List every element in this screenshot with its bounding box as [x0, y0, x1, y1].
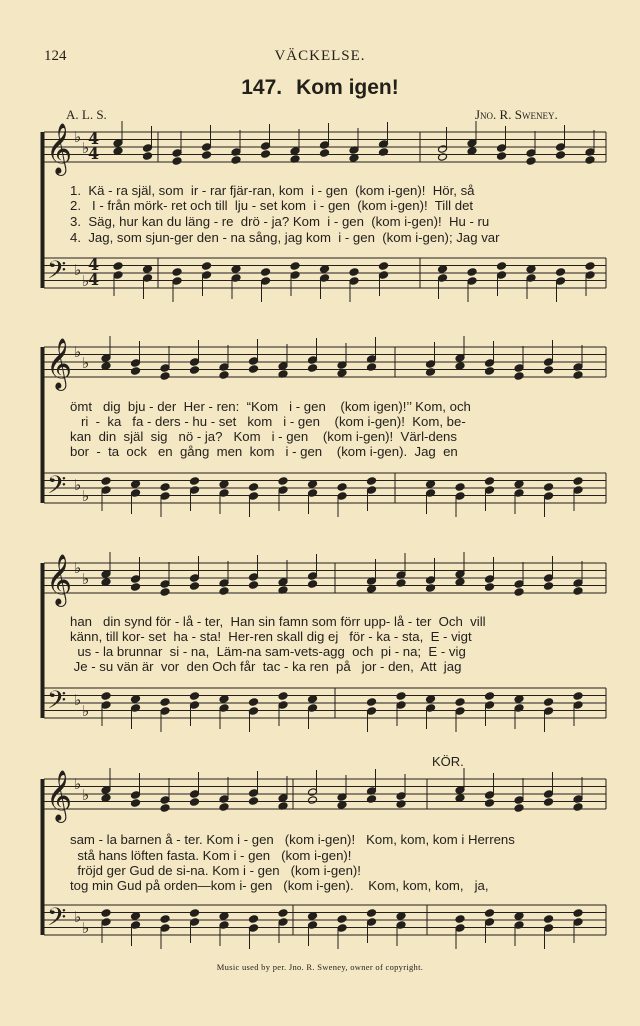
note-head — [367, 486, 377, 495]
note-head — [202, 271, 212, 280]
note-head — [160, 796, 170, 805]
note-head — [249, 797, 259, 806]
note-head — [426, 360, 436, 369]
note-head — [514, 372, 524, 381]
note-head — [143, 265, 153, 274]
note-head — [278, 578, 288, 587]
bass-clef: 𝄢 — [47, 686, 67, 721]
note-head — [249, 573, 259, 582]
chorus-label: KÖR. — [432, 754, 464, 769]
note-head — [160, 698, 170, 707]
note-head — [367, 585, 377, 594]
note-head — [308, 572, 318, 581]
note-head — [131, 575, 141, 584]
note-head — [278, 692, 288, 701]
note-head — [278, 486, 288, 495]
flat-sign: ♭ — [82, 139, 90, 157]
bass-clef: 𝄢 — [47, 471, 67, 506]
note-head — [485, 575, 495, 584]
note-head — [514, 580, 524, 589]
note-head — [131, 695, 141, 704]
treble-clef: 𝄞 — [46, 554, 73, 605]
note-head — [573, 918, 583, 927]
note-head — [278, 909, 288, 918]
note-head — [455, 362, 465, 371]
note-head — [544, 790, 554, 799]
note-head — [556, 151, 566, 160]
note-head — [249, 698, 259, 707]
flat-sign: ♭ — [82, 786, 90, 804]
note-head — [190, 574, 200, 583]
note-head — [526, 157, 536, 166]
note-head — [485, 701, 495, 710]
note-head — [190, 790, 200, 799]
note-head — [308, 356, 318, 365]
lyric-line: 4. Jag, som sjun-ger den - na sång, jag kom i - gen (kom i-gen); Jag var — [70, 230, 500, 245]
note-head — [485, 486, 495, 495]
note-head — [160, 915, 170, 924]
note-head — [438, 265, 448, 274]
note-head — [455, 354, 465, 363]
note-head — [467, 268, 477, 277]
time-signature: 4 — [88, 255, 100, 274]
note-head — [160, 588, 170, 597]
note-head — [131, 583, 141, 592]
note-head — [573, 477, 583, 486]
treble-clef: 𝄞 — [46, 123, 73, 174]
note-head — [573, 803, 583, 812]
note-head — [514, 796, 524, 805]
note-head — [497, 152, 507, 161]
flat-sign: ♭ — [74, 261, 82, 279]
note-head — [308, 695, 318, 704]
lyric-line: kan din själ sig nö - ja? Kom i - gen (kom i-gen)! Värl-dens — [70, 429, 457, 444]
lyric-line: tog min Gud på orden—kom i- gen (kom i-gen). Kom, kom, kom, ja, — [70, 878, 489, 893]
note-head — [367, 909, 377, 918]
note-head — [219, 803, 229, 812]
flat-sign: ♭ — [74, 343, 82, 361]
note-head — [202, 151, 212, 160]
note-head — [190, 358, 200, 367]
note-head — [101, 486, 111, 495]
note-head — [190, 692, 200, 701]
note-head — [455, 483, 465, 492]
note-head — [219, 695, 229, 704]
note-head — [585, 271, 595, 280]
lyric-line: sam - la barnen å - ter. Kom i - gen (kom i-gen)! Kom, kom, kom i Herrens — [70, 832, 515, 847]
note-head — [131, 367, 141, 376]
note-head — [190, 701, 200, 710]
note-head — [544, 924, 554, 933]
note-head — [485, 477, 495, 486]
note-head — [573, 371, 583, 380]
note-head — [367, 698, 377, 707]
note-head — [190, 918, 200, 927]
note-head — [308, 796, 318, 805]
page-number: 124 — [44, 48, 67, 64]
note-head — [101, 477, 111, 486]
note-head — [231, 156, 241, 165]
note-head — [101, 570, 111, 579]
note-head — [585, 262, 595, 271]
note-head — [573, 909, 583, 918]
note-head — [131, 359, 141, 368]
note-head — [514, 912, 524, 921]
note-head — [514, 364, 524, 373]
note-head — [308, 480, 318, 489]
note-head — [308, 364, 318, 373]
note-head — [278, 362, 288, 371]
note-head — [249, 365, 259, 374]
note-head — [219, 912, 229, 921]
note-head — [455, 915, 465, 924]
note-head — [485, 367, 495, 376]
flat-sign: ♭ — [74, 908, 82, 926]
flat-sign: ♭ — [74, 559, 82, 577]
note-head — [172, 157, 182, 166]
note-head — [202, 262, 212, 271]
note-head — [101, 794, 111, 803]
note-head — [337, 369, 347, 378]
lyric-line: ömt dig bju - der Her - ren: “Kom i - gen (kom igen)!’’ Kom, och — [70, 399, 471, 414]
note-head — [396, 912, 406, 921]
bass-clef: 𝄢 — [47, 903, 67, 938]
note-head — [426, 576, 436, 585]
note-head — [349, 268, 359, 277]
note-head — [101, 578, 111, 587]
note-head — [379, 271, 389, 280]
lyric-line: us - la brunnar si - na, Läm-na sam-vets-agg och pi - na; E - vig — [70, 644, 466, 659]
note-head — [379, 262, 389, 271]
lyric-line: stå hans löften fasta. Kom i - gen (kom i-gen)! — [70, 848, 352, 863]
note-head — [308, 912, 318, 921]
note-head — [337, 924, 347, 933]
note-head — [556, 143, 566, 152]
note-head — [101, 354, 111, 363]
note-head — [497, 262, 507, 271]
note-head — [101, 786, 111, 795]
note-head — [455, 794, 465, 803]
note-head — [573, 692, 583, 701]
note-head — [573, 486, 583, 495]
flat-sign: ♭ — [82, 487, 90, 505]
note-head — [485, 918, 495, 927]
note-head — [497, 144, 507, 153]
note-head — [337, 483, 347, 492]
lyric-line: 1. Kä - ra själ, som ir - rar fjär-ran, kom i - gen (kom i-gen)! Hör, så — [70, 183, 475, 198]
bass-clef: 𝄢 — [47, 256, 67, 291]
note-head — [278, 701, 288, 710]
note-head — [160, 580, 170, 589]
flat-sign: ♭ — [82, 702, 90, 720]
note-head — [160, 924, 170, 933]
note-head — [278, 918, 288, 927]
note-head — [172, 268, 182, 277]
note-head — [544, 698, 554, 707]
note-head — [573, 587, 583, 596]
note-head — [367, 477, 377, 486]
note-head — [455, 924, 465, 933]
note-head — [143, 144, 153, 153]
note-head — [320, 141, 330, 150]
note-head — [249, 492, 259, 501]
note-head — [455, 578, 465, 587]
note-head — [290, 262, 300, 271]
lyric-line: 2. I - från mörk- ret och till lju - set kom i - gen (kom i-gen)! Till det — [70, 198, 474, 213]
lyric-line: fröjd ger Gud de si-na. Kom i - gen (kom i-gen)! — [70, 863, 361, 878]
note-head — [426, 695, 436, 704]
note-head — [219, 480, 229, 489]
note-head — [585, 156, 595, 165]
note-head — [544, 492, 554, 501]
note-head — [337, 492, 347, 501]
note-head — [514, 480, 524, 489]
note-head — [290, 271, 300, 280]
note-head — [455, 570, 465, 579]
note-head — [113, 271, 123, 280]
note-head — [160, 372, 170, 381]
note-head — [485, 583, 495, 592]
treble-clef: 𝄞 — [46, 770, 73, 821]
note-head — [278, 794, 288, 803]
flat-sign: ♭ — [82, 570, 90, 588]
note-head — [261, 268, 271, 277]
note-head — [320, 149, 330, 158]
note-head — [160, 492, 170, 501]
note-head — [308, 788, 318, 797]
note-head — [514, 588, 524, 597]
note-head — [367, 707, 377, 716]
note-head — [556, 277, 566, 286]
flat-sign: ♭ — [74, 476, 82, 494]
note-head — [249, 789, 259, 798]
note-head — [101, 909, 111, 918]
note-head — [249, 357, 259, 366]
note-head — [485, 791, 495, 800]
treble-clef: 𝄞 — [46, 338, 73, 389]
note-head — [160, 364, 170, 373]
note-head — [261, 142, 271, 151]
note-head — [544, 574, 554, 583]
note-head — [573, 701, 583, 710]
note-head — [101, 918, 111, 927]
note-head — [526, 149, 536, 158]
hymn-number: 147. — [241, 76, 283, 99]
note-head — [438, 145, 448, 154]
note-head — [261, 150, 271, 159]
note-head — [320, 265, 330, 274]
lyric-line: ri - ka fa - ders - hu - set kom i - gen (kom i-gen)! Kom, be- — [70, 414, 466, 429]
note-head — [160, 707, 170, 716]
note-head — [249, 924, 259, 933]
note-head — [190, 909, 200, 918]
note-head — [556, 268, 566, 277]
note-head — [396, 792, 406, 801]
note-head — [113, 147, 123, 156]
note-head — [467, 139, 477, 148]
flat-sign: ♭ — [82, 919, 90, 937]
lyric-line: bor - ta ock en gång men kom i - gen (kom i-gen). Jag en — [70, 444, 458, 459]
note-head — [261, 277, 271, 286]
note-head — [349, 154, 359, 163]
note-head — [514, 695, 524, 704]
note-head — [190, 798, 200, 807]
note-head — [190, 582, 200, 591]
note-head — [231, 265, 241, 274]
composer-credit: Jno. R. Sweney. — [475, 107, 558, 122]
note-head — [249, 483, 259, 492]
flat-sign: ♭ — [82, 272, 90, 290]
note-head — [485, 692, 495, 701]
section-heading: VÄCKELSE. — [274, 48, 366, 64]
note-head — [172, 277, 182, 286]
note-head — [544, 582, 554, 591]
note-head — [131, 799, 141, 808]
note-head — [202, 143, 212, 152]
note-head — [131, 791, 141, 800]
time-signature: 4 — [88, 144, 100, 163]
note-head — [544, 358, 554, 367]
lyric-line: känn, till kor- set ha - sta! Her-ren skall dig ej för - ka - sta, E - vigt — [70, 629, 472, 644]
note-head — [190, 477, 200, 486]
note-head — [278, 477, 288, 486]
note-head — [160, 483, 170, 492]
note-head — [455, 707, 465, 716]
note-head — [337, 801, 347, 810]
note-head — [290, 147, 300, 156]
note-head — [131, 912, 141, 921]
note-head — [172, 149, 182, 158]
note-head — [101, 362, 111, 371]
note-head — [467, 277, 477, 286]
note-head — [113, 139, 123, 148]
note-head — [160, 804, 170, 813]
time-signature: 4 — [88, 270, 100, 289]
note-head — [396, 692, 406, 701]
flat-sign: ♭ — [74, 128, 82, 146]
lyric-line: 3. Säg, hur kan du läng - re drö - ja? Kom i - gen (kom i-gen)! Hu - ru — [70, 214, 490, 229]
note-head — [485, 799, 495, 808]
note-head — [455, 492, 465, 501]
note-head — [249, 581, 259, 590]
note-head — [143, 152, 153, 161]
note-head — [544, 483, 554, 492]
time-signature: 4 — [88, 129, 100, 148]
note-head — [249, 707, 259, 716]
lyric-line: Je - su vän är vor den Och får tac - ka ren på jor - den, Att jag — [70, 659, 462, 674]
note-head — [113, 262, 123, 271]
note-head — [497, 271, 507, 280]
flat-sign: ♭ — [82, 354, 90, 372]
hymn-title: Kom igen! — [296, 76, 399, 99]
note-head — [249, 915, 259, 924]
note-head — [101, 701, 111, 710]
note-head — [526, 265, 536, 274]
note-head — [485, 359, 495, 368]
note-head — [219, 371, 229, 380]
note-head — [544, 915, 554, 924]
note-head — [544, 798, 554, 807]
note-head — [544, 707, 554, 716]
flat-sign: ♭ — [74, 775, 82, 793]
note-head — [337, 915, 347, 924]
copyright-footer: Music used by per. Jno. R. Sweney, owner of copyright. — [216, 962, 424, 972]
note-head — [131, 480, 141, 489]
note-head — [455, 698, 465, 707]
lyricist-credit: A. L. S. — [66, 107, 107, 122]
note-head — [367, 918, 377, 927]
note-head — [467, 147, 477, 156]
note-head — [308, 580, 318, 589]
note-head — [349, 277, 359, 286]
note-head — [544, 366, 554, 375]
note-head — [101, 692, 111, 701]
note-head — [514, 804, 524, 813]
note-head — [190, 486, 200, 495]
lyric-line: han din synd för - lå - ter, Han sin famn som förr upp- lå - ter Och vill — [70, 614, 486, 629]
note-head — [455, 786, 465, 795]
note-head — [219, 587, 229, 596]
note-head — [396, 701, 406, 710]
note-head — [426, 480, 436, 489]
note-head — [485, 909, 495, 918]
note-head — [190, 366, 200, 375]
flat-sign: ♭ — [74, 691, 82, 709]
